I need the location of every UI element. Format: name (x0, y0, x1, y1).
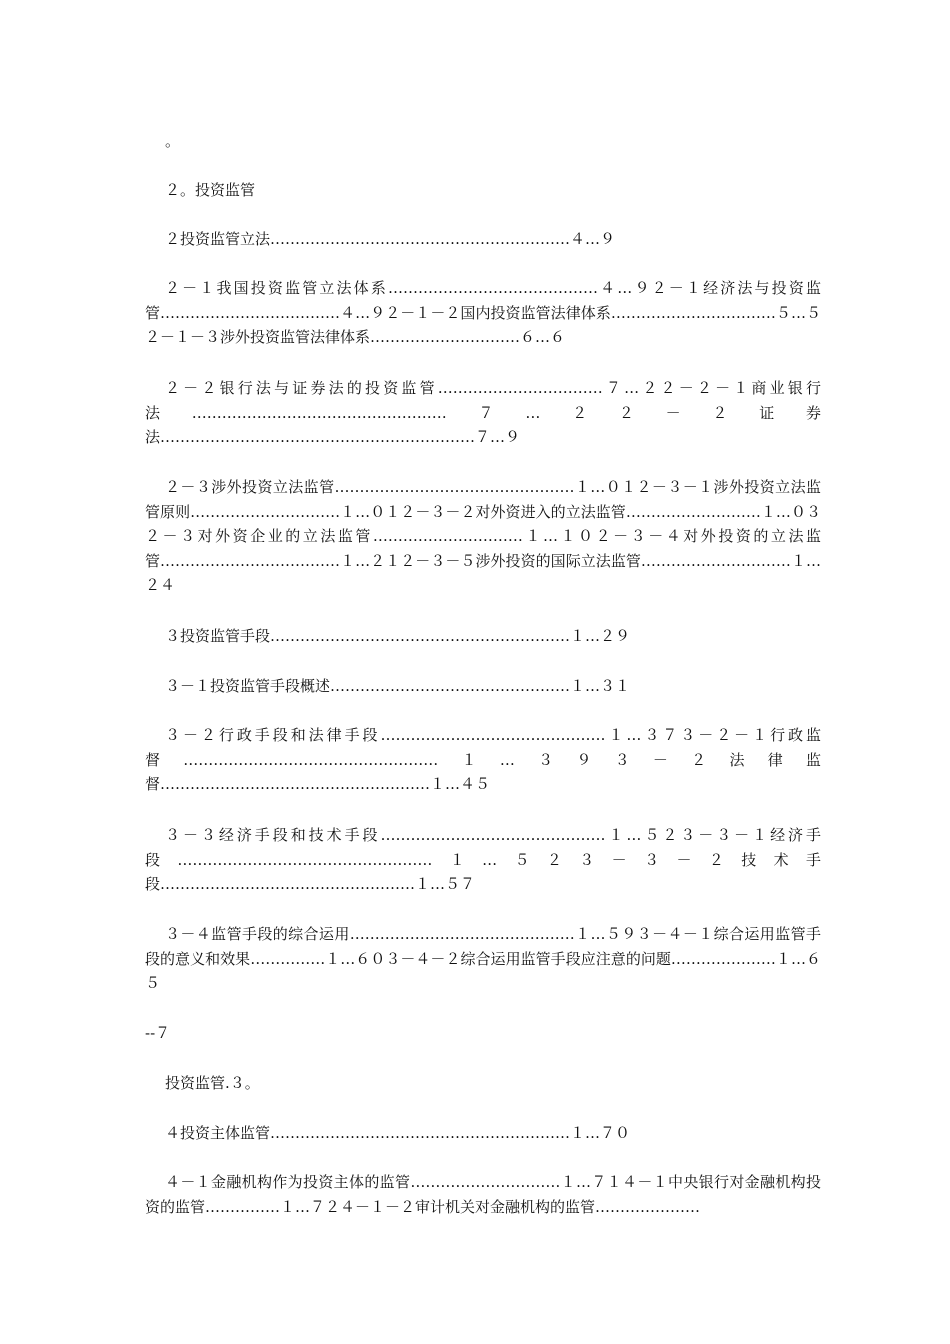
toc-entry-2-3: ２－３涉外投资立法监管…………………………………………１…０１２－３－１涉外投资立法监管原则…………………………１…０１２－３－２对外资进入的立法监管………………………１…０３２－３对外资企业的立法监管…………………………１…１０２－３－４对外投资的立法监管………………………………１…２１２－３－５涉外投资的国际立法监管…………………………１…２４ (145, 478, 821, 594)
toc-entry-3-3: ３－３经济手段和技术手段………………………………………１…５２３－３－１经济手段……………………………………………１…５２３－３－２技术手段……………………………………………１…５７ (145, 826, 821, 893)
toc-entry-3-1: ３－１投资监管手段概述…………………………………………１…３１ (165, 677, 631, 695)
toc-entry-2: ２投资监管立法……………………………………………………４…９ (165, 230, 616, 248)
toc-entry-2-1: ２－１我国投资监管立法体系……………………………………４…９２－１经济法与投资监管………………………………４…９２－１－２国内投资监管法律体系……………………………５…５２－１－３涉外投资监管法律体系…………………………６…６ (145, 279, 821, 346)
toc-entry-3: ３投资监管手段……………………………………………………１…２９ (165, 627, 631, 645)
toc-entry-2-2: ２－２银行法与证券法的投资监管……………………………７…２２－２－１商业银行法……………………………………………７…２２－２证券法………………………………………………………７…９ (145, 379, 821, 446)
page-number: --７ (145, 1024, 171, 1042)
toc-entry-4-1: ４－１金融机构作为投资主体的监管…………………………１…７１４－１中央银行对金融机构投资的监管……………１…７２４－１－２审计机关对金融机构的监管………………… (145, 1173, 821, 1216)
running-header: 投资监管.３。 (165, 1074, 260, 1092)
toc-entry-3-2: ３－２行政手段和法律手段………………………………………１…３７３－２－１行政监督……………………………………………１…３９３－２法律监督………………………………………………１…４５ (145, 726, 821, 793)
paragraph-period: 。 (165, 132, 181, 150)
toc-entry-3-4: ３－４监管手段的综合运用………………………………………１…５９３－４－１综合运用监管手段的意义和效果……………１…６０３－４－２综合运用监管手段应注意的问题…………………１…６５ (145, 925, 821, 992)
toc-entry-4: ４投资主体监管……………………………………………………１…７０ (165, 1124, 631, 1142)
section-heading-2: ２。投资监管 (165, 181, 256, 199)
